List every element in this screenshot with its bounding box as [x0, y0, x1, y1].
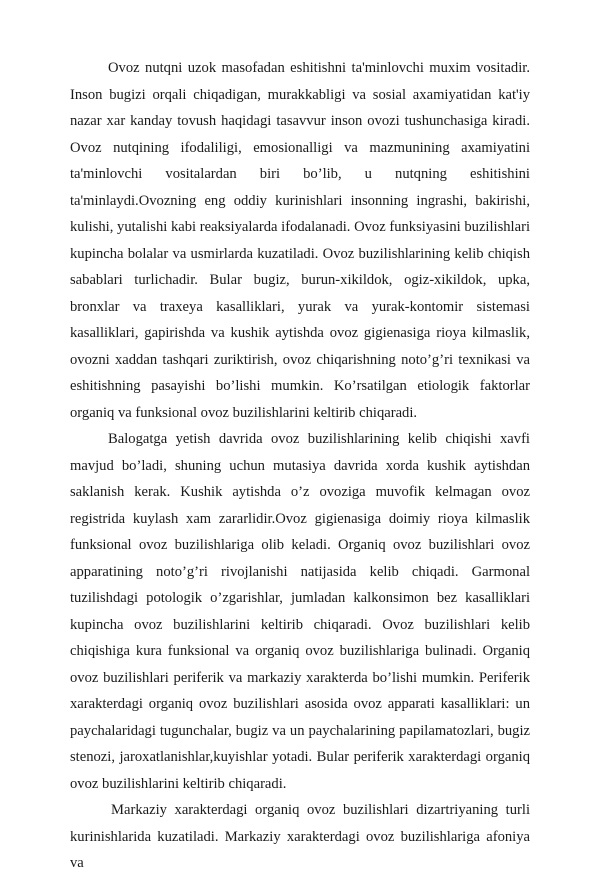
paragraph-2: Balogatga yetish davrida ovoz buzilishlarining kelib chiqishi xavfi mavjud bo’ladi, shuning uchun mutasiya davrida xorda kushik aytishdan saklanish kerak. Kushik aytishda o’z ovoziga muvofik kelmagan ovoz registrida kuylash xam zararlidir.Ovoz gigienasiga doimiy rioya kilmaslik funksional ovoz buzilishlariga olib keladi. Organiq ovoz buzilishlari ovoz apparatining noto’g’ri rivojlanishi natijasida kelib chiqadi. Garmonal tuzilishdagi potologik o’zgarishlar, jumladan kalkonsimon bez kasalliklari kupincha ovoz buzilishlarini keltirib chiqaradi. Ovoz buzilishlari kelib chiqishiga kura funksional va organiq ovoz buzilishlariga bulinadi. Organiq ovoz buzilishlari periferik va markaziy xarakterda bo’lishi mumkin. Periferik xarakterdagi organiq ovoz buzilishlari asosida ovoz apparati kasalliklari: un paychalaridagi tugunchalar, bugiz va un paychalarining papilamatozlari, bugiz stenozi, jaroxatlanishlar,kuyishlar yotadi. Bular periferik xarakterdagi organiq ovoz buzilishlarini keltirib chiqaradi. [70, 431, 530, 792]
paragraph-1: Ovoz nutqni uzok masofadan eshitishni ta'minlovchi muxim vositadir. Inson bugizi orqali chiqadigan, murakkabligi va sosial axamiyatidan kat'iy nazar xar kanday tovush haqidagi tasavvur inson ovozi tushunchasiga kiradi. Ovoz nutqining ifodaliligi, emosionalligi va mazmunining axamiyatini ta'minlovchi vositalardan biri bo’lib, u nutqning eshitishini ta'minlaydi.Ovozning eng oddiy kurinishlari insonning ingrashi, bakirishi, kulishi, yutalishi kabi reaksiyalarda ifodalanadi. Ovoz funksiyasini buzilishlari kupincha bolalar va usmirlarda kuzatiladi. Ovoz buzilishlarining kelib chiqish sabablari turlichadir. Bular bugiz, burun-xikildok, ogiz-xikildok, upka, bronxlar va traxeya kasalliklari, yurak va yurak-kontomir sistemasi kasalliklari, gapirishda va kushik aytishda ovoz gigienasiga rioya kilmaslik, ovozni xaddan tashqari zuriktirish, ovoz chiqarishning noto’g’ri texnikasi va eshitishning pasayishi bo’lishi mumkin. Ko’rsatilgan etiologik faktorlar organiq va funksional ovoz buzilishlarini keltirib chiqaradi. [70, 60, 531, 421]
document-page [70, 55, 530, 877]
paragraph-3: Markaziy xarakterdagi organiq ovoz buzilishlari dizartriyaning turli kurinishlarida kuzatiladi. Markaziy xarakterdagi ovoz buzilishlariga afoniya va [70, 802, 530, 871]
